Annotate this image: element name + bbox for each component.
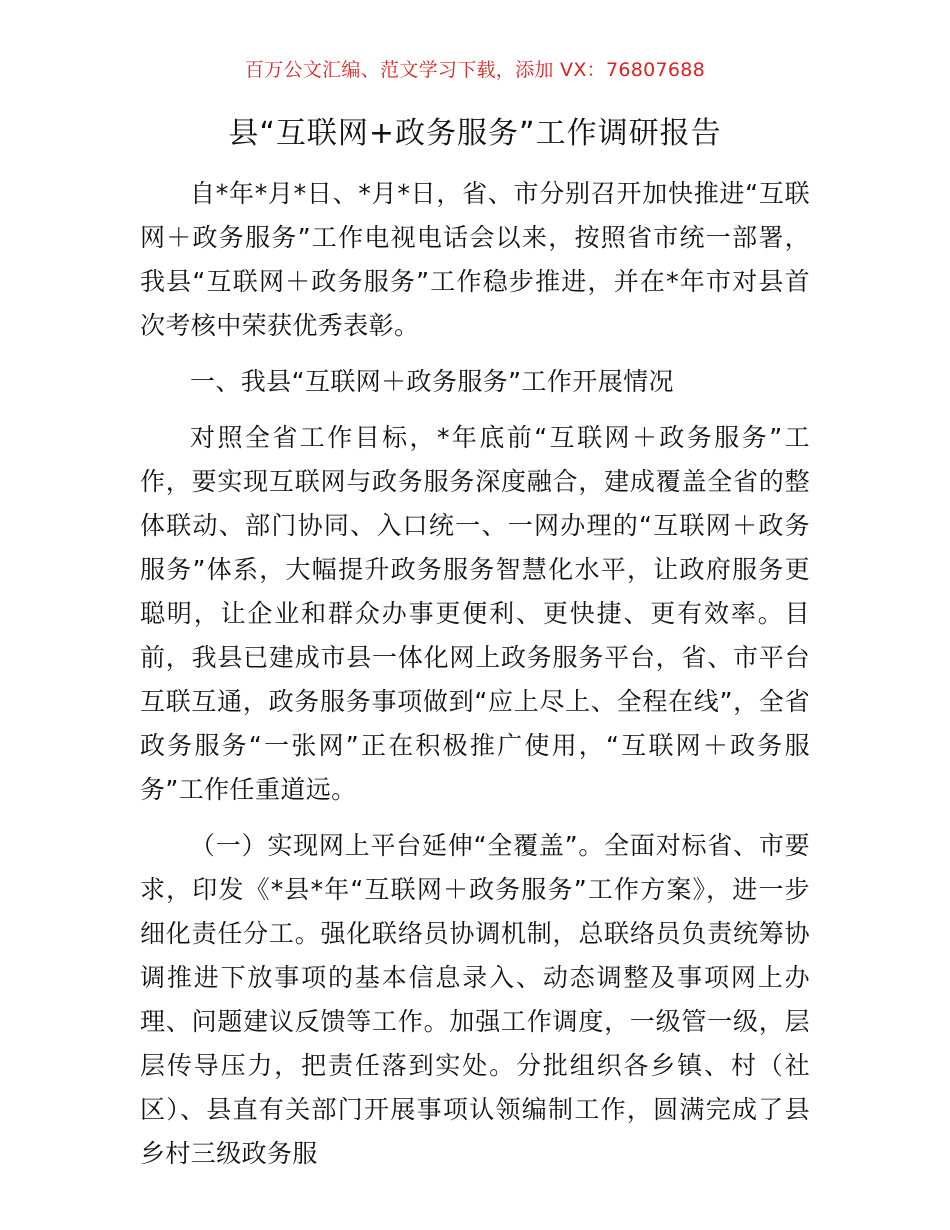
watermark-banner: 百万公文汇编、范文学习下载，添加 VX：76807688 (244, 59, 706, 81)
paragraph-overview: 对照全省工作目标，*年底前“互联网＋政务服务”工作，要实现互联网与政务服务深度融合，建成覆盖全省的整体联动、部门协同、入口统一、一网办理的“互联网＋政务服务”体系，大幅提升政务服务智慧化水平，让政府服务更聪明，让企业和群众办事更便利、更快捷、更有效率。目前，我县已建成市县一体化网上政务服务平台，省、市平台互联互通，政务服务事项做到“应上尽上、全程在线”，全省政务服务“一张网”正在积极推广使用，“互联网＋政务服务”工作任重道远。 (140, 423, 810, 804)
paragraph-intro: 自*年*月*日、*月*日，省、市分别召开加快推进“互联网＋政务服务”工作电视电话会以来，按照省市统一部署，我县“互联网＋政务服务”工作稳步推进，并在*年市对县首次考核中荣获优秀表彰。 (140, 179, 810, 340)
paragraph-subsection-1: （一）实现网上平台延伸“全覆盖”。全面对标省、市要求，印发《*县*年“互联网＋政务服务”工作方案》，进一步细化责任分工。强化联络员协调机制，总联络员负责统筹协调推进下放事项的基本信息录入、动态调整及事项网上办理、问题建议反馈等工作。加强工作调度，一级管一级，层层传导压力，把责任落到实处。分批组织各乡镇、村（社区）、县直有关部门开展事项认领编制工作，圆满完成了县乡村三级政务服 (140, 831, 810, 1168)
page-title: 县“互联网+政务服务”工作调研报告 (228, 116, 722, 151)
section-heading: 一、我县“互联网＋政务服务”工作开展情况 (190, 367, 674, 396)
document-body (140, 172, 810, 1176)
